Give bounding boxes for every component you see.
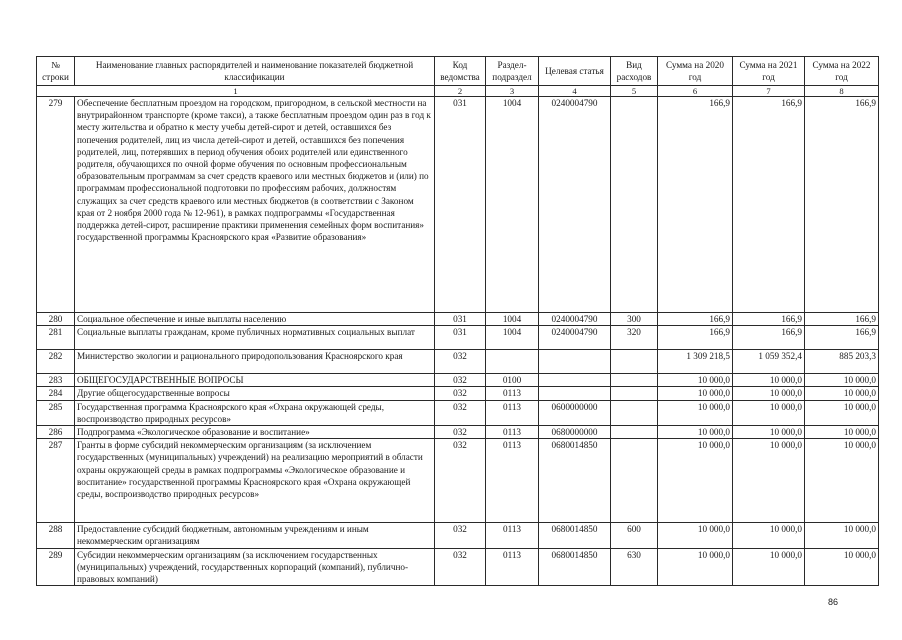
row-name: Социальное обеспечение и иные выплаты населению bbox=[75, 313, 435, 326]
target-article bbox=[539, 374, 611, 387]
column-index-row bbox=[37, 86, 879, 97]
department-code: 032 bbox=[435, 439, 486, 523]
sum-2020: 1 309 218,5 bbox=[658, 350, 733, 374]
row-name: Государственная программа Красноярского края «Охрана окружающей среды, воспроизводство природных ресурсов» bbox=[75, 400, 435, 425]
row-number: 285 bbox=[37, 400, 75, 425]
target-article: 0240004790 bbox=[539, 326, 611, 350]
row-number: 284 bbox=[37, 387, 75, 400]
sum-2021: 10 000,0 bbox=[733, 548, 805, 586]
sum-2021: 166,9 bbox=[733, 326, 805, 350]
row-number: 279 bbox=[37, 97, 75, 313]
sum-2020: 10 000,0 bbox=[658, 387, 733, 400]
section-code: 0113 bbox=[486, 387, 539, 400]
department-code: 032 bbox=[435, 350, 486, 374]
table-row bbox=[37, 387, 879, 400]
sum-2021: 10 000,0 bbox=[733, 400, 805, 425]
table-header bbox=[37, 57, 879, 97]
expense-type bbox=[611, 97, 658, 313]
section-code: 0113 bbox=[486, 439, 539, 523]
department-code: 031 bbox=[435, 313, 486, 326]
row-number: 281 bbox=[37, 326, 75, 350]
table-row bbox=[37, 350, 879, 374]
target-article bbox=[539, 387, 611, 400]
table-row bbox=[37, 374, 879, 387]
column-index: 7 bbox=[733, 86, 805, 97]
department-code: 032 bbox=[435, 400, 486, 425]
row-name: Социальные выплаты гражданам, кроме публичных нормативных социальных выплат bbox=[75, 326, 435, 350]
row-number: 282 bbox=[37, 350, 75, 374]
header-row-number: № строки bbox=[37, 57, 75, 86]
department-code: 031 bbox=[435, 97, 486, 313]
sum-2020: 166,9 bbox=[658, 97, 733, 313]
sum-2021: 166,9 bbox=[733, 97, 805, 313]
header-department-code: Код ведомства bbox=[435, 57, 486, 86]
row-name: Министерство экологии и рационального природопользования Красноярского края bbox=[75, 350, 435, 374]
target-article bbox=[539, 350, 611, 374]
section-code: 0113 bbox=[486, 400, 539, 425]
section-code: 0100 bbox=[486, 374, 539, 387]
column-index: 2 bbox=[435, 86, 486, 97]
expense-type: 320 bbox=[611, 326, 658, 350]
column-index: 1 bbox=[37, 86, 435, 97]
header-sum-2020: Сумма на 2020 год bbox=[658, 57, 733, 86]
row-number: 280 bbox=[37, 313, 75, 326]
row-name: ОБЩЕГОСУДАРСТВЕННЫЕ ВОПРОСЫ bbox=[75, 374, 435, 387]
sum-2022: 10 000,0 bbox=[805, 426, 879, 439]
department-code: 032 bbox=[435, 426, 486, 439]
row-number: 288 bbox=[37, 523, 75, 548]
row-name: Субсидии некоммерческим организациям (за исключением государственных (муниципальных) учреждений, государственных корпораций (компаний), публично-правовых компаний) bbox=[75, 548, 435, 586]
table-row bbox=[37, 326, 879, 350]
expense-type: 600 bbox=[611, 523, 658, 548]
page-number: 86 bbox=[828, 597, 839, 607]
sum-2022: 10 000,0 bbox=[805, 523, 879, 548]
sum-2020: 10 000,0 bbox=[658, 548, 733, 586]
sum-2020: 10 000,0 bbox=[658, 374, 733, 387]
department-code: 032 bbox=[435, 387, 486, 400]
row-name: Предоставление субсидий бюджетным, автономным учреждениям и иным некоммерческим организациям bbox=[75, 523, 435, 548]
row-number: 286 bbox=[37, 426, 75, 439]
department-code: 032 bbox=[435, 548, 486, 586]
target-article: 0680014850 bbox=[539, 523, 611, 548]
sum-2022: 166,9 bbox=[805, 313, 879, 326]
sum-2020: 10 000,0 bbox=[658, 523, 733, 548]
target-article: 0600000000 bbox=[539, 400, 611, 425]
header-name: Наименование главных распорядителей и наименование показателей бюджетной классификации bbox=[75, 57, 435, 86]
department-code: 032 bbox=[435, 523, 486, 548]
section-code: 0113 bbox=[486, 426, 539, 439]
sum-2020: 166,9 bbox=[658, 326, 733, 350]
sum-2021: 10 000,0 bbox=[733, 426, 805, 439]
sum-2022: 10 000,0 bbox=[805, 374, 879, 387]
column-index: 6 bbox=[658, 86, 733, 97]
header-expense-type: Вид расходов bbox=[611, 57, 658, 86]
header-sum-2021: Сумма на 2021 год bbox=[733, 57, 805, 86]
row-name: Гранты в форме субсидий некоммерческим организациям (за исключением государственных (муниципальных) учреждений) на реализацию мероприятий в области охраны окружающей среды в рамках подпрограммы «Экологическое образование и воспитание» государственной программы Красноярского края «Охрана окружающей среды, воспроизводство природных ресурсов» bbox=[75, 439, 435, 523]
sum-2022: 885 203,3 bbox=[805, 350, 879, 374]
expense-type: 630 bbox=[611, 548, 658, 586]
expense-type bbox=[611, 374, 658, 387]
sum-2020: 166,9 bbox=[658, 313, 733, 326]
expense-type: 300 bbox=[611, 313, 658, 326]
target-article: 0240004790 bbox=[539, 313, 611, 326]
row-number: 283 bbox=[37, 374, 75, 387]
department-code: 031 bbox=[435, 326, 486, 350]
header-section: Раздел-подраздел bbox=[486, 57, 539, 86]
sum-2020: 10 000,0 bbox=[658, 400, 733, 425]
header-sum-2022: Сумма на 2022 год bbox=[805, 57, 879, 86]
budget-table bbox=[36, 56, 879, 586]
expense-type bbox=[611, 426, 658, 439]
sum-2021: 10 000,0 bbox=[733, 439, 805, 523]
target-article: 0240004790 bbox=[539, 97, 611, 313]
sum-2022: 10 000,0 bbox=[805, 548, 879, 586]
column-index: 3 bbox=[486, 86, 539, 97]
expense-type bbox=[611, 400, 658, 425]
sum-2022: 10 000,0 bbox=[805, 400, 879, 425]
sum-2022: 166,9 bbox=[805, 326, 879, 350]
target-article: 0680014850 bbox=[539, 548, 611, 586]
sum-2022: 166,9 bbox=[805, 97, 879, 313]
table-row bbox=[37, 548, 879, 586]
column-index: 5 bbox=[611, 86, 658, 97]
row-number: 287 bbox=[37, 439, 75, 523]
section-code: 1004 bbox=[486, 97, 539, 313]
target-article: 0680000000 bbox=[539, 426, 611, 439]
sum-2020: 10 000,0 bbox=[658, 426, 733, 439]
expense-type bbox=[611, 350, 658, 374]
column-index: 4 bbox=[539, 86, 611, 97]
row-number: 289 bbox=[37, 548, 75, 586]
row-name: Другие общегосударственные вопросы bbox=[75, 387, 435, 400]
expense-type bbox=[611, 439, 658, 523]
header-target-article: Целевая статья bbox=[539, 57, 611, 86]
sum-2021: 10 000,0 bbox=[733, 374, 805, 387]
section-code bbox=[486, 350, 539, 374]
section-code: 1004 bbox=[486, 326, 539, 350]
column-index: 8 bbox=[805, 86, 879, 97]
section-code: 1004 bbox=[486, 313, 539, 326]
department-code: 032 bbox=[435, 374, 486, 387]
sum-2021: 166,9 bbox=[733, 313, 805, 326]
section-code: 0113 bbox=[486, 523, 539, 548]
table-row bbox=[37, 400, 879, 425]
table-row bbox=[37, 523, 879, 548]
table-row bbox=[37, 97, 879, 313]
section-code: 0113 bbox=[486, 548, 539, 586]
table-row bbox=[37, 426, 879, 439]
table-row bbox=[37, 313, 879, 326]
sum-2021: 1 059 352,4 bbox=[733, 350, 805, 374]
sum-2022: 10 000,0 bbox=[805, 439, 879, 523]
target-article: 0680014850 bbox=[539, 439, 611, 523]
sum-2020: 10 000,0 bbox=[658, 439, 733, 523]
expense-type bbox=[611, 387, 658, 400]
sum-2021: 10 000,0 bbox=[733, 523, 805, 548]
sum-2022: 10 000,0 bbox=[805, 387, 879, 400]
table-row bbox=[37, 439, 879, 523]
row-name: Обеспечение бесплатным проездом на городском, пригородном, в сельской местности на внутрирайонном транспорте (кроме такси), а также бесплатным проездом один раз в год к месту жительства и обратно к месту учебы детей-сирот и детей, оставшихся без попечения родителей, лиц из числа детей-сирот и детей, оставшихся без попечения родителей, лиц, потерявших в период обучения обоих родителей или единственного родителя, обучающихся по очной форме обучения по основным профессиональным образовательным программам за счет средств краевого или местных бюджетов и (или) по программам профессиональной подготовки по профессиям рабочих, должностям служащих за счет средств краевого или местных бюджетов (в соответствии с Законом края от 2 ноября 2000 года № 12-961), в рамках подпрограммы «Государственная поддержка детей-сирот, расширение практики применения семейных форм воспитания» государственной программы Красноярского края «Развитие образования» bbox=[75, 97, 435, 313]
sum-2021: 10 000,0 bbox=[733, 387, 805, 400]
row-name: Подпрограмма «Экологическое образование и воспитание» bbox=[75, 426, 435, 439]
table-body bbox=[37, 97, 879, 586]
